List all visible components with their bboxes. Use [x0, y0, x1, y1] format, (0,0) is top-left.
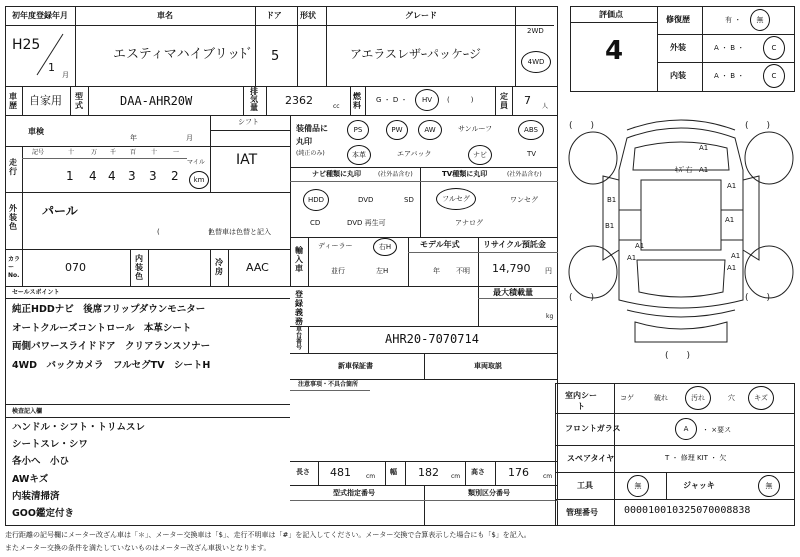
inspection-note-line: ハンドル・シフト・トリムスレ [12, 422, 146, 433]
category-number-label: 類別区分番号 [468, 489, 510, 497]
equipment-item: ナビ [473, 151, 487, 159]
equipment-item: PW [391, 126, 403, 134]
nav-header-note: (社外品含む) [378, 171, 413, 178]
main-sheet [5, 6, 558, 526]
spare-label: スペアタイヤ [567, 454, 615, 463]
exterior-score-value: C [771, 44, 777, 52]
seat-option: 穴 [728, 394, 735, 402]
nav-header: ナビ種類に丸印 [312, 170, 361, 178]
tools-none: 無 [634, 482, 642, 490]
reg-month-unit: 月 [62, 71, 69, 79]
displacement: 2362 [285, 94, 313, 107]
interior-score-circle [763, 64, 785, 88]
mileage-digit: 2 [171, 169, 179, 183]
nav-item: SD [404, 196, 414, 204]
manual-label: 車両取説 [474, 362, 502, 370]
exterior-score-label: 外装 [670, 43, 686, 52]
seat-option: 汚れ [691, 394, 705, 402]
repair-none: 無 [756, 16, 764, 24]
seat-option: キズ [754, 394, 768, 402]
wheel-rear-right-icon [745, 246, 793, 298]
spare-options: T ・ 修理 KIT ・ 欠 [665, 454, 727, 462]
seat-option: コゲ [620, 394, 634, 402]
mileage-digit: 4 [89, 169, 97, 183]
equipment-item: エアバック [397, 150, 432, 158]
jack-none-circle [758, 475, 780, 497]
exterior-color-note: 色替車は色替と記入 [208, 228, 271, 236]
interior-score-options: A ・ B ・ [714, 72, 745, 80]
inspection-month-unit: 月 [186, 134, 193, 142]
fuel-hv-circle [415, 89, 439, 111]
length-label: 長さ [296, 468, 310, 476]
exterior-score-options: A ・ B ・ [714, 44, 745, 52]
inspection-notes-label: 検査記入欄 [12, 408, 43, 415]
mileage-digit: 1 [66, 169, 74, 183]
svg-text:( ): ( ) [665, 351, 691, 361]
inspection-note-line: GOO鑑定付き [12, 508, 74, 519]
model-year-value: 不明 [456, 267, 470, 275]
model-year-label: モデル年式 [420, 240, 460, 249]
damage-mark: A1 [727, 182, 737, 190]
nav-item: CD [310, 219, 321, 227]
repair-label: 修復歴 [666, 15, 690, 24]
interior-color-label: 内装色 [135, 254, 143, 281]
exterior-color: パール [42, 204, 78, 218]
displacement-label: 排気量 [250, 87, 258, 112]
color-no-label: カラーNo. [8, 256, 21, 279]
mileage-digit: 3 [149, 169, 157, 183]
drive-4wd: 4WD [527, 58, 545, 66]
jack-label: ジャッキ [683, 481, 715, 490]
mileage-digit: 3 [128, 169, 136, 183]
usage: 自家用 [29, 94, 62, 107]
glass-a: A [683, 425, 689, 433]
wheel-front-right-icon [745, 132, 793, 184]
inspection-label: 車検 [28, 127, 44, 136]
damage-mark: A1 [727, 264, 737, 272]
tv-header: TV種類に丸印 [442, 170, 488, 178]
damage-mark: A1 [627, 254, 637, 262]
inspection-note-line: 内装清掃済 [12, 490, 60, 502]
usage-label: 車歴 [9, 92, 17, 110]
fuel-label: 燃料 [353, 92, 361, 110]
equipment-label-2: 丸印 [296, 137, 312, 146]
jack-none: 無 [765, 482, 773, 490]
nav-item: DVD 再生可 [347, 219, 386, 227]
equipment-item-circle [347, 120, 369, 140]
shape-label: 形状 [300, 11, 316, 20]
car-name: エスティマハイブリッﾄﾞ [113, 47, 254, 62]
score-value: 4 [605, 36, 624, 66]
import-dealer: ディーラー [318, 242, 353, 250]
warranty-label: 新車保証書 [338, 362, 373, 370]
capacity: 7 [524, 94, 531, 107]
damage-mark: A1 [731, 252, 741, 260]
width-label: 幅 [390, 468, 397, 476]
seat-option: 破れ [654, 394, 668, 402]
right-h: 右H [378, 243, 392, 251]
model: DAA-AHR20W [120, 94, 193, 108]
repair-none-circle [750, 9, 770, 31]
mileage-symbol-label: 記号 [32, 149, 45, 156]
import-label: 輸入車 [295, 246, 303, 273]
tv-item: アナログ [455, 219, 483, 227]
mileage-label: 走行 [9, 158, 17, 176]
mileage-unit-header: 一 [173, 149, 180, 156]
door-label: ドア [266, 11, 282, 20]
grade: アエラスレザｰパッケｰジ [350, 47, 482, 61]
width-value: 182 [418, 466, 439, 479]
nav-item: HDD [307, 196, 325, 204]
glass-label: フロントガラス [565, 424, 621, 433]
km-label: km [193, 176, 205, 184]
damage-mark: B1 [605, 222, 615, 230]
damage-mark: A1 [699, 144, 709, 152]
height-value: 176 [508, 466, 529, 479]
footer-note-2: またメーター交換の条件を満たしていないものはメーター改ざん車扱いとなります。 [5, 544, 271, 552]
reg-month: 1 [48, 61, 55, 74]
equipment-label-3: (純正のみ) [296, 150, 325, 157]
caution-label: 注意事項・不具合箇所 [298, 381, 359, 388]
equipment-label-1: 装備品に [296, 124, 328, 133]
seat-option-circle [748, 386, 774, 410]
equipment-item-circle [386, 120, 408, 140]
mgmt-label: 管理番号 [566, 508, 598, 517]
equipment-item: サンルーフ [458, 125, 493, 133]
tv-item: ワンセグ [510, 196, 538, 204]
sales-point-line: 純正HDDナビ 後席フリップダウンモニター [12, 304, 206, 315]
max-load-label: 最大積載量 [493, 288, 533, 297]
interior-score-value: C [771, 72, 777, 80]
capacity-unit: 人 [542, 103, 549, 110]
recycle-unit: 円 [545, 267, 552, 275]
mileage-unit-header: 百 [130, 149, 137, 156]
tv-header-note: (社外品含む) [507, 171, 542, 178]
wheel-rear-left-icon [569, 246, 617, 298]
tools-none-circle [627, 475, 649, 497]
tools-label: 工具 [577, 481, 593, 490]
damage-mark: A1 [635, 242, 645, 250]
drive-2wd: 2WD [527, 27, 544, 35]
footer-note-1: 走行距離の記号欄にメーター改ざん車は「＊」、メーター交換車は「$」、走行不明車は「#」を記入してください。メーター交換で合算表示した場合にも「$」を記入。 [5, 531, 531, 539]
width-unit: cm [451, 473, 461, 480]
equipment-item: PS [353, 126, 363, 134]
svg-text:( ): ( ) [569, 293, 595, 303]
shift-label: シフト [238, 118, 259, 126]
mgmt-value: 000010010325070008838 [624, 505, 751, 516]
exterior-color-label: 外装色 [9, 204, 17, 231]
mileage-unit-header: 十 [151, 149, 158, 156]
registration-label: 登録義務 [295, 290, 303, 326]
door-count: 5 [271, 49, 280, 64]
inspection-note-line: AWキズ [12, 473, 49, 485]
model-year-unit: 年 [433, 267, 440, 275]
fuel-options: G ・ D ・ [376, 96, 408, 104]
inspection-note-line: 各小へ 小ひ [12, 456, 70, 468]
vehicle-damage-diagram [565, 110, 797, 380]
score-label: 評価点 [599, 10, 623, 19]
svg-text:( ): ( ) [745, 293, 771, 303]
km-circle [189, 171, 209, 189]
left-h: 左H [376, 267, 389, 275]
equipment-item-circle [518, 120, 544, 140]
height-unit: cm [543, 473, 553, 480]
ac: AAC [246, 261, 269, 274]
recycle-label: リサイクル預託金 [483, 240, 546, 249]
svg-text:( ): ( ) [569, 121, 595, 131]
era-year: H25 [12, 37, 41, 53]
recycle-value: 14,790 [492, 262, 531, 275]
drive-4wd-circle [521, 51, 551, 73]
equipment-item-circle [418, 120, 442, 140]
tv-item: フルセグ [442, 195, 470, 203]
shift: IAT [236, 152, 258, 168]
import-dealer-sub: 並行 [331, 267, 345, 275]
inspection-year-unit: 年 [130, 134, 137, 142]
capacity-label: 定員 [500, 92, 508, 110]
wheel-front-left-icon [569, 132, 617, 184]
length-value: 481 [330, 466, 351, 479]
nav-item: DVD [358, 196, 374, 204]
equipment-item-circle [347, 145, 371, 165]
first-reg-label: 初年度登録年月 [12, 11, 68, 20]
mileage-digit: 4 [108, 169, 116, 183]
seat-option-circle [685, 386, 711, 410]
tv-item-circle [436, 188, 476, 210]
damage-mark: A1 [699, 166, 709, 174]
svg-text:( ): ( ) [745, 121, 771, 131]
length-unit: cm [366, 473, 376, 480]
seat-label: 室内シート [565, 391, 597, 411]
equipment-item: ABS [524, 126, 538, 134]
equipment-item: TV [527, 150, 537, 158]
mileage-unit-header: 十 [68, 149, 75, 156]
max-load-kg: kg [546, 313, 554, 320]
chassis-number: AHR20-7070714 [385, 332, 479, 346]
damage-mark: B1 [607, 196, 617, 204]
right-h-circle [373, 238, 397, 256]
interior-score-label: 内装 [670, 71, 686, 80]
height-label: 高さ [471, 468, 485, 476]
equipment-item-circle [468, 145, 492, 165]
sales-point-line: オートクルーズコントロール 本革シート [12, 322, 192, 334]
exterior-color-paren: ( ) [157, 228, 212, 236]
mileage-unit-header: 千 [110, 149, 117, 156]
repair-options: 有 ・ [725, 16, 742, 24]
color-no: 070 [65, 261, 86, 274]
grade-label: グレード [405, 11, 437, 20]
car-name-label: 車名 [157, 11, 173, 20]
glass-a-circle [675, 418, 697, 440]
exterior-score-circle [763, 36, 785, 60]
nav-item-circle [303, 189, 329, 211]
mileage-unit-header: 万 [91, 149, 98, 156]
type-designation-label: 型式指定番号 [333, 489, 375, 497]
mile-label: マイル [187, 159, 205, 166]
damage-mark: A1 [725, 216, 735, 224]
sales-point-line: 4WD バックカメラ フルセグTV シートH [12, 359, 211, 371]
equipment-item: AW [424, 126, 436, 134]
cc-unit: cc [333, 103, 340, 110]
damage-mark: ｷｽﾞ右 [675, 166, 693, 174]
fuel-hv: HV [421, 96, 433, 104]
fuel-paren: ( ) [447, 96, 474, 104]
model-label: 型式 [75, 92, 83, 110]
chassis-label: 車台番号 [295, 326, 302, 351]
equipment-item: 本革 [352, 151, 366, 159]
inspection-note-line: シートスレ・シワ [12, 439, 88, 451]
sales-point-line: 両側パワースライドドア クリアランスソナー [12, 341, 211, 352]
glass-rest: ・ ×要ス [702, 426, 732, 434]
sales-points-label: セールスポイント [12, 289, 60, 296]
ac-label: 冷房 [215, 258, 223, 276]
